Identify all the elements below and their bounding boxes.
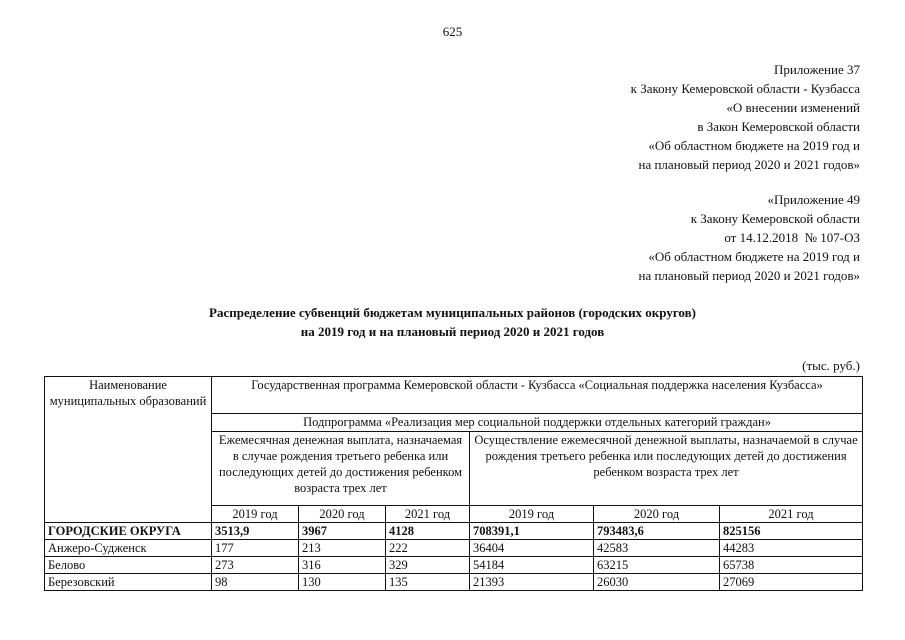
year-header: 2021 год xyxy=(720,506,863,523)
title-line: Распределение субвенций бюджетам муниципальных районов (городских округов) xyxy=(209,305,696,320)
year-header: 2020 год xyxy=(594,506,720,523)
appendix-line: от 14.12.2018 № 107-ОЗ xyxy=(724,230,860,245)
payment-implementation-group-header: Осуществление ежемесячной денежной выплаты, назначаемой в случае рождения третьего ребенка или последующих детей до достижения ребенком возраста трех лет xyxy=(470,432,863,506)
value-cell: 316 xyxy=(299,557,386,574)
value-cell: 793483,6 xyxy=(594,523,720,540)
appendix-line: на плановый период 2020 и 2021 годов» xyxy=(638,157,860,172)
appendix-37-reference xyxy=(631,60,860,174)
value-cell: 98 xyxy=(212,574,299,591)
value-cell: 54184 xyxy=(470,557,594,574)
appendix-line: «Об областном бюджете на 2019 год и xyxy=(648,249,860,264)
municipality-name: ГОРОДСКИЕ ОКРУГА xyxy=(45,523,212,540)
appendix-line: к Закону Кемеровской области - Кузбасса xyxy=(630,81,860,96)
value-cell: 65738 xyxy=(720,557,863,574)
appendix-line: к Закону Кемеровской области xyxy=(690,211,860,226)
value-cell: 329 xyxy=(386,557,470,574)
year-header: 2021 год xyxy=(386,506,470,523)
value-cell: 63215 xyxy=(594,557,720,574)
value-cell: 708391,1 xyxy=(470,523,594,540)
appendix-line: на плановый период 2020 и 2021 годов» xyxy=(638,268,860,283)
appendix-line: Приложение 37 xyxy=(773,62,860,77)
table-row xyxy=(45,540,863,557)
appendix-line: «Приложение 49 xyxy=(767,192,860,207)
year-header: 2020 год xyxy=(299,506,386,523)
subprogram-header: Подпрограмма «Реализация мер социальной поддержки отдельных категорий граждан» xyxy=(212,414,863,432)
value-cell: 3967 xyxy=(299,523,386,540)
value-cell: 42583 xyxy=(594,540,720,557)
value-cell: 177 xyxy=(212,540,299,557)
value-cell: 273 xyxy=(212,557,299,574)
table-row xyxy=(45,523,863,540)
document-title xyxy=(0,303,905,341)
value-cell: 4128 xyxy=(386,523,470,540)
municipality-name: Белово xyxy=(45,557,212,574)
title-line: на 2019 год и на плановый период 2020 и 2021 годов xyxy=(300,324,605,339)
value-cell: 36404 xyxy=(470,540,594,557)
municipality-name: Анжеро-Судженск xyxy=(45,540,212,557)
subsidy-table xyxy=(44,376,863,591)
value-cell: 135 xyxy=(386,574,470,591)
appendix-line: «О внесении изменений xyxy=(726,100,860,115)
table-row xyxy=(45,574,863,591)
value-cell: 213 xyxy=(299,540,386,557)
appendix-line: в Закон Кемеровской области xyxy=(697,119,860,134)
value-cell: 26030 xyxy=(594,574,720,591)
value-cell: 825156 xyxy=(720,523,863,540)
value-cell: 21393 xyxy=(470,574,594,591)
value-cell: 3513,9 xyxy=(212,523,299,540)
value-cell: 130 xyxy=(299,574,386,591)
program-header: Государственная программа Кемеровской области - Кузбасса «Социальная поддержка населения Кузбасса» xyxy=(212,377,863,414)
units-label: (тыс. руб.) xyxy=(802,358,860,373)
year-header: 2019 год xyxy=(212,506,299,523)
value-cell: 222 xyxy=(386,540,470,557)
appendix-49-reference xyxy=(639,190,861,285)
municipality-header: Наименование муниципальных образований xyxy=(45,377,212,523)
value-cell: 44283 xyxy=(720,540,863,557)
payment-group-header: Ежемесячная денежная выплата, назначаемая в случае рождения третьего ребенка или последующих детей до достижения ребенком возраста трех лет xyxy=(212,432,470,506)
municipality-name: Березовский xyxy=(45,574,212,591)
value-cell: 27069 xyxy=(720,574,863,591)
appendix-line: «Об областном бюджете на 2019 год и xyxy=(648,138,860,153)
page-number: 625 xyxy=(442,24,463,39)
table-row xyxy=(45,557,863,574)
year-header: 2019 год xyxy=(470,506,594,523)
